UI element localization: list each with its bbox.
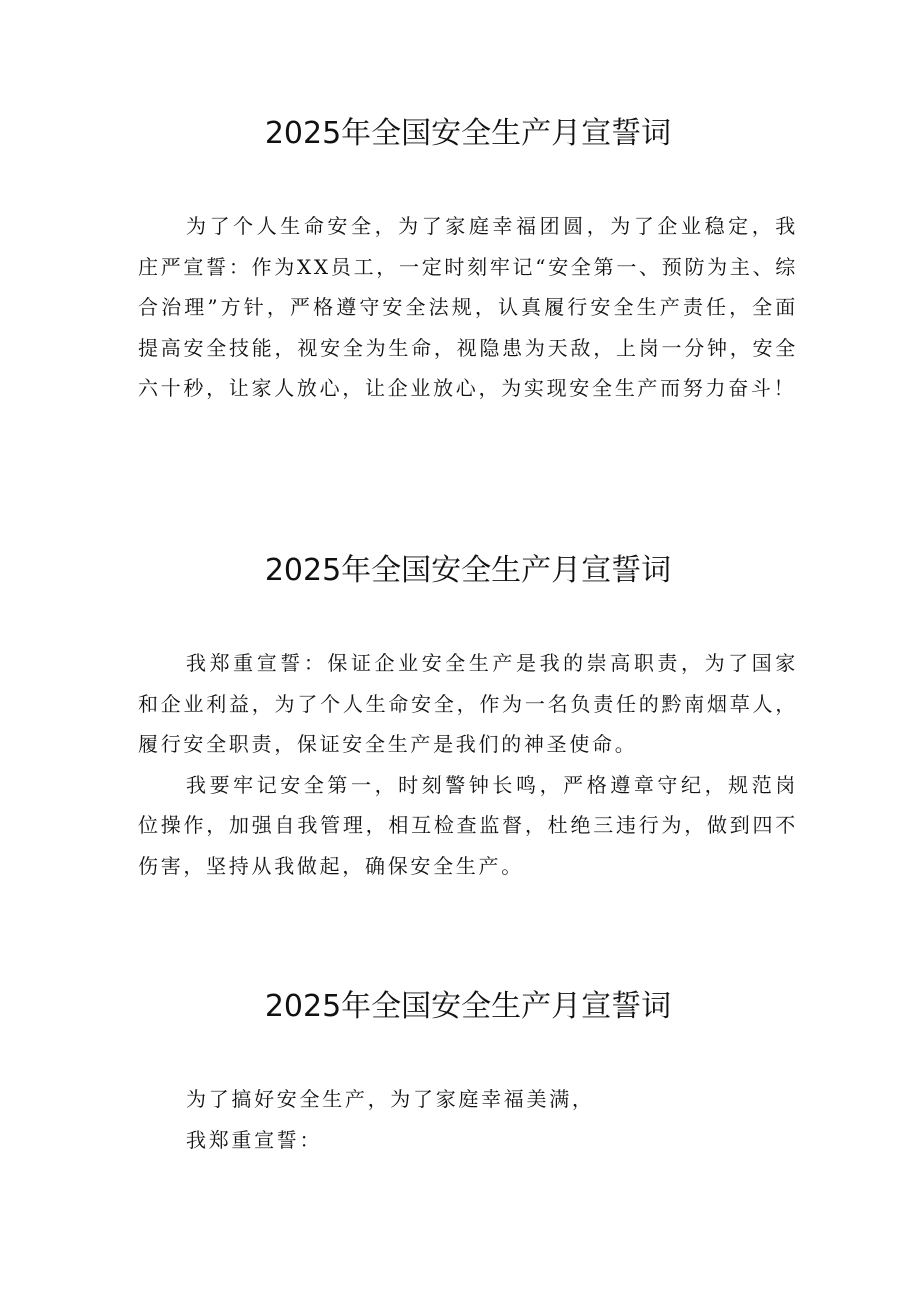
section-title: 2025年全国安全生产月宣誓词: [264, 989, 672, 1024]
section-body: [138, 1079, 798, 1160]
section-body: [138, 643, 798, 886]
paragraph: 为了个人生命安全，为了家庭幸福团圆，为了企业稳定，我庄严宣誓：作为XX员工，一定时刻牢记“安全第一、预防为主、综合治理”方针，严格遵守安全法规，认真履行安全生产责任，全面提高安全技能，视安全为生命，视隐患为天敌，上岗一分钟，安全六十秒，让家人放心，让企业放心，为实现安全生产而努力奋斗！: [138, 214, 798, 400]
paragraph: 我要牢记安全第一，时刻警钟长鸣，严格遵章守纪，规范岗位操作，加强自我管理，相互检查监督，杜绝三违行为，做到四不伤害，坚持从我做起，确保安全生产。: [138, 772, 798, 878]
section-body: [138, 206, 798, 409]
oath-section-2: [138, 549, 798, 886]
paragraph: 我郑重宣誓：: [186, 1127, 323, 1152]
paragraph: 为了搞好安全生产，为了家庭幸福美满，: [186, 1087, 595, 1111]
section-title: 2025年全国安全生产月宣誓词: [264, 116, 672, 151]
oath-section-1: [138, 112, 798, 409]
oath-section-3: [138, 985, 798, 1160]
paragraph: 我郑重宣誓：保证企业安全生产是我的崇高职责，为了国家和企业利益，为了个人生命安全，作为一名负责任的黔南烟草人，履行安全职责，保证安全生产是我们的神圣使命。: [138, 651, 798, 756]
section-title: 2025年全国安全生产月宣誓词: [264, 553, 672, 588]
